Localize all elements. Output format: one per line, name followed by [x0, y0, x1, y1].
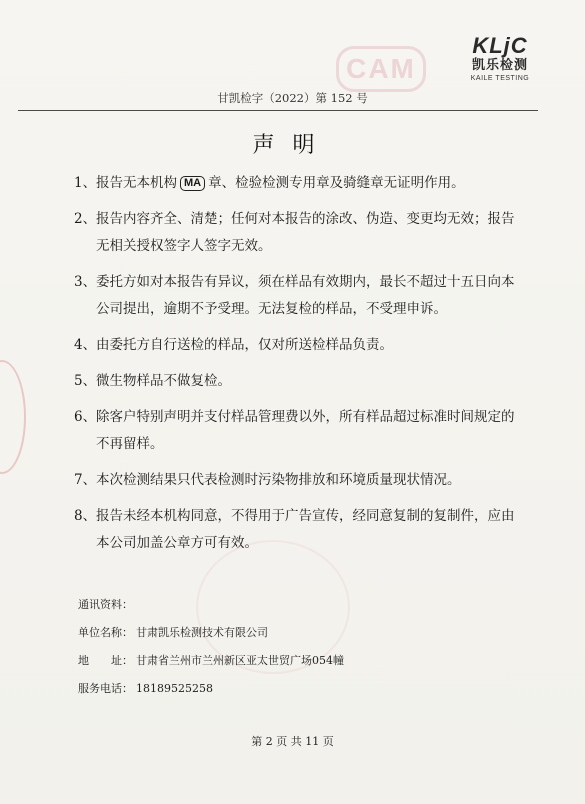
item-number: 6、 [74, 409, 97, 425]
ma-mark-icon: MA [180, 176, 205, 191]
logo-name-cn: 凯乐检测 [471, 58, 528, 73]
phone-label: 服务电话： [78, 682, 133, 695]
item-text: 报告无本机构 [96, 175, 177, 191]
item-number: 2、 [74, 211, 97, 227]
logo-name-en: KAILE TESTING [470, 75, 530, 82]
contact-phone-row [78, 680, 518, 708]
item-number: 1、 [74, 175, 97, 191]
item-number: 8、 [74, 508, 97, 524]
statement-list [74, 170, 524, 566]
statement-item-5 [74, 368, 524, 395]
item-text: 由委托方自行送检的样品，仅对所送检样品负责。 [96, 337, 393, 353]
contact-address-row [78, 652, 518, 680]
header-divider [18, 110, 538, 111]
statement-item-7 [74, 467, 524, 494]
address-value: 甘肃省兰州市兰州新区亚太世贸广场054幢 [136, 654, 344, 667]
statement-item-2 [74, 206, 524, 260]
statement-item-1 [74, 170, 524, 197]
item-text-continued: 章、检验检测专用章及骑缝章无证明作用。 [208, 175, 465, 191]
statement-item-3 [74, 269, 524, 323]
statement-item-6 [74, 404, 524, 458]
company-value: 甘肃凯乐检测技术有限公司 [136, 626, 268, 639]
statement-item-4 [74, 332, 524, 359]
contact-heading: 通讯资料： [78, 598, 133, 611]
page-title: 声明 [252, 133, 333, 158]
item-number: 4、 [74, 337, 97, 353]
contact-info [78, 596, 518, 708]
phone-value: 18189525258 [136, 682, 213, 695]
item-text: 委托方如对本报告有异议，须在样品有效期内，最长不超过十五日向本公司提出，逾期不予受理。无法复检的样品，不受理申诉。 [96, 274, 515, 317]
item-text: 报告未经本机构同意，不得用于广告宣传，经同意复制的复制件，应由本公司加盖公章方可有效。 [96, 508, 515, 551]
item-text: 除客户特别声明并支付样品管理费以外，所有样品超过标准时间规定的不再留样。 [96, 409, 515, 452]
logo-mark: KLjC [472, 33, 528, 58]
company-logo [450, 34, 550, 94]
company-label: 单位名称： [78, 626, 133, 639]
report-number: 甘凯检字（2022）第 152 号 [217, 91, 368, 105]
cma-watermark-stamp: CAM [336, 46, 426, 92]
item-text: 报告内容齐全、清楚；任何对本报告的涂改、伪造、变更均无效；报告无相关授权签字人签字无效。 [96, 211, 515, 254]
address-label: 地 址： [78, 654, 133, 667]
page-number: 第 2 页 共 11 页 [251, 735, 334, 748]
item-number: 5、 [74, 373, 97, 389]
item-text: 本次检测结果只代表检测时污染物排放和环境质量现状情况。 [96, 472, 461, 488]
item-number: 7、 [74, 472, 97, 488]
seam-seal-fragment [0, 360, 26, 474]
item-text: 微生物样品不做复检。 [96, 373, 231, 389]
contact-company-row [78, 624, 518, 652]
statement-item-8 [74, 503, 524, 557]
item-number: 3、 [74, 274, 97, 290]
